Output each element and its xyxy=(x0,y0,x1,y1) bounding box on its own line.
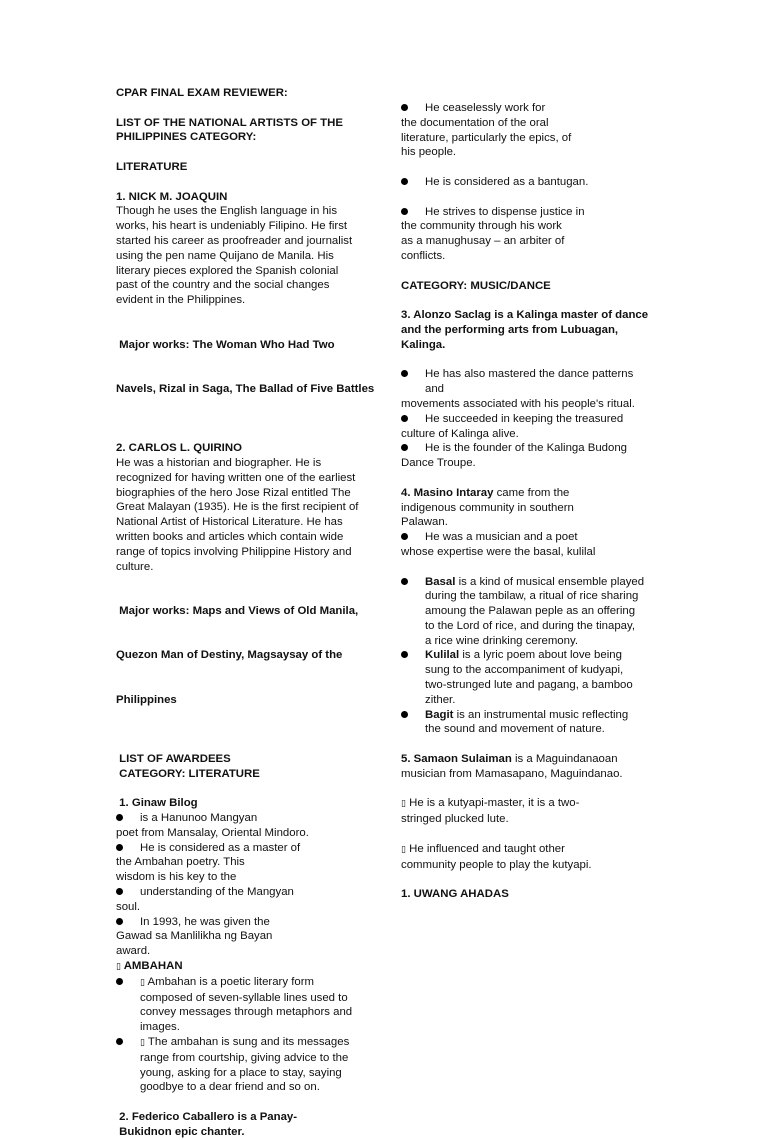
text-line: is a kind of musical ensemble played xyxy=(455,575,645,588)
bullet-icon xyxy=(401,104,408,111)
text-line: The ambahan is sung and its messages xyxy=(144,1036,350,1048)
quirino-text xyxy=(116,456,378,574)
bullet-icon xyxy=(116,978,123,985)
text-line: understanding of the Mangyan xyxy=(140,886,294,899)
bullet-icon xyxy=(116,844,123,851)
text-line: amoung the Palawan peple as an offering xyxy=(425,605,636,618)
left-column xyxy=(116,86,378,1140)
text-line: zither. xyxy=(425,693,456,706)
text-line: He strives to dispense justice in xyxy=(425,205,585,218)
caballero-bullet-2 xyxy=(401,175,656,190)
text-line: past of the country and the social changes xyxy=(116,279,330,292)
ambahan-bullet-1 xyxy=(116,975,378,1035)
samaon-heading xyxy=(401,752,656,767)
text-line: He is considered as a bantugan. xyxy=(425,175,589,188)
bullet-icon xyxy=(116,814,123,821)
bagit-term: Bagit xyxy=(425,708,454,721)
list-title-line-1: LIST OF THE NATIONAL ARTISTS OF THE xyxy=(116,116,343,129)
text-line: He is a kutyapi-master, it is a two- xyxy=(405,797,580,810)
bilog-heading: 1. Ginaw Bilog xyxy=(116,797,198,810)
text-line: convey messages through metaphors and xyxy=(140,1006,353,1019)
missing-glyph-icon: ▯ xyxy=(401,844,406,855)
text-line: started his career as proofreader and journalist xyxy=(116,234,353,247)
text-line: musician from Mamasapano, Maguindanao. xyxy=(401,767,623,780)
text-line: using the pen name Quijano de Manila. His xyxy=(116,249,334,262)
text-line: He ceaselessly work for xyxy=(425,102,546,114)
text-line: award. xyxy=(116,945,151,958)
text-line: stringed plucked lute. xyxy=(401,813,509,826)
bullet-icon xyxy=(116,918,123,925)
intaray-bullet-1 xyxy=(401,530,656,560)
text-line: He is the founder of the Kalinga Budong xyxy=(425,442,628,455)
text-line: literature, particularly the epics, of xyxy=(401,131,572,144)
text-line: goodbye to a dear friend and so on. xyxy=(140,1081,320,1094)
bilog-bullet-1 xyxy=(116,811,378,841)
text-line: Though he uses the English language in his xyxy=(116,205,338,218)
text-line: wisdom is his key to the xyxy=(116,871,237,884)
kulilal-term: Kulilal xyxy=(425,649,460,662)
saclag-bullet-2 xyxy=(401,412,656,442)
caballero-bullet-1 xyxy=(401,101,656,160)
text-line: the community through his work xyxy=(401,220,562,233)
text-line: range of topics involving Philippine History and xyxy=(116,545,352,558)
text-line: indigenous community in southern xyxy=(401,501,574,514)
text-line: Ambahan is a poetic literary form xyxy=(144,975,314,988)
samaon-point-2 xyxy=(401,842,656,858)
saclag-bullet-3 xyxy=(401,441,656,471)
bilog-bullet-3 xyxy=(116,885,378,915)
text-line: is a lyric poem about love being xyxy=(459,649,622,662)
bullet-icon xyxy=(401,370,408,377)
quirino-heading: 2. CARLOS L. QUIRINO xyxy=(116,442,242,455)
samaon-name: 5. Samaon Sulaiman xyxy=(401,753,512,766)
text-line: the Ambahan poetry. This xyxy=(116,856,245,869)
basal-term: Basal xyxy=(425,575,456,588)
bullet-icon xyxy=(401,444,408,451)
bilog-bullet-2 xyxy=(116,841,378,885)
text-line: two-strunged lute and pagang, a bamboo xyxy=(425,679,633,692)
bullet-icon xyxy=(401,578,408,585)
text-line: Gawad sa Manlilikha ng Bayan xyxy=(116,930,273,943)
bullet-icon xyxy=(401,208,408,215)
saclag-heading xyxy=(401,308,656,352)
text-line: range from courtship, giving advice to the xyxy=(140,1051,349,1064)
text-line: soul. xyxy=(116,900,141,913)
list-title-line-2: PHILIPPINES CATEGORY: xyxy=(116,131,257,144)
bullet-icon xyxy=(116,1038,123,1045)
text-line: composed of seven-syllable lines used to xyxy=(140,991,348,1004)
text-line: is an instrumental music reflecting xyxy=(453,708,629,721)
missing-glyph-icon: ▯ xyxy=(140,977,145,988)
text-line: culture of Kalinga alive. xyxy=(401,427,519,440)
text-line: In 1993, he was given the xyxy=(140,915,270,928)
text-line: National Artist of Historical Literature. He has xyxy=(116,516,343,529)
caballero-heading-2: Bukidnon epic chanter. xyxy=(116,1125,245,1138)
samaon-rest: is a Maguindanaoan xyxy=(511,753,618,766)
bullet-icon xyxy=(401,651,408,658)
intaray-rest: came from the xyxy=(493,486,570,499)
text-line: 3. Alonzo Saclag is a Kalinga master of dance xyxy=(401,309,649,322)
text-line: conflicts. xyxy=(401,249,446,262)
samaon-point-1 xyxy=(401,796,656,812)
awardees-category: CATEGORY: LITERATURE xyxy=(116,767,260,780)
text-line: literary pieces explored the Spanish colonial xyxy=(116,264,339,277)
text-line: during the tambilaw, a ritual of rice sharing xyxy=(425,590,639,603)
missing-glyph-icon: ▯ xyxy=(401,799,406,810)
text-line: works, his heart is undeniably Filipino. He first xyxy=(116,220,348,233)
category-music-dance: CATEGORY: MUSIC/DANCE xyxy=(401,279,551,292)
text-line: the sound and movement of nature. xyxy=(425,723,605,736)
text-line: recognized for having written one of the earliest xyxy=(116,471,356,484)
text-line: Dance Troupe. xyxy=(401,457,476,470)
ambahan-heading xyxy=(116,959,378,975)
ambahan-bullet-2 xyxy=(116,1035,378,1095)
text-line: to the Lord of rice, and during the tinapay, xyxy=(425,619,636,632)
text-line: as a manughusay – an arbiter of xyxy=(401,235,565,248)
ambahan-heading-text: AMBAHAN xyxy=(120,960,183,973)
bagit-bullet xyxy=(401,708,656,738)
bullet-icon xyxy=(401,178,408,185)
text-line: He succeeded in keeping the treasured xyxy=(425,412,624,425)
text-line: biographies of the hero Jose Rizal entitled The xyxy=(116,486,351,499)
missing-glyph-icon: ▯ xyxy=(140,1038,145,1048)
text-line: the documentation of the oral xyxy=(401,116,549,129)
text-line: movements associated with his people's ritual. xyxy=(401,397,635,410)
text-line: He has also mastered the dance patterns xyxy=(425,368,634,381)
text-line: He influenced and taught other xyxy=(405,842,565,855)
text-line: Major works: The Woman Who Had Two xyxy=(116,338,335,351)
joaquin-text xyxy=(116,204,378,308)
text-line: young, asking for a place to stay, saying xyxy=(140,1066,342,1079)
joaquin-heading: 1. NICK M. JOAQUIN xyxy=(116,190,228,203)
text-line: He is considered as a master of xyxy=(140,841,301,854)
caballero-bullet-3 xyxy=(401,205,656,264)
text-line: a rice wine drinking ceremony. xyxy=(425,634,578,647)
bullet-icon xyxy=(116,888,123,895)
text-line: community people to play the kutyapi. xyxy=(401,858,592,871)
text-line: evident in the Philippines. xyxy=(116,294,246,307)
text-line: Palawan. xyxy=(401,516,448,529)
text-line: and the performing arts from Lubuagan, xyxy=(401,323,619,336)
text-line: is a Hanunoo Mangyan xyxy=(140,812,258,825)
text-line: Philippines xyxy=(116,693,177,706)
text-line: and xyxy=(425,383,445,396)
text-line: poet from Mansalay, Oriental Mindoro. xyxy=(116,826,309,839)
kulilal-bullet xyxy=(401,648,656,707)
bullet-icon xyxy=(401,415,408,422)
text-line: He was a historian and biographer. He is xyxy=(116,456,322,469)
bilog-bullet-4 xyxy=(116,915,378,959)
text-line: culture. xyxy=(116,560,154,573)
doc-title: CPAR FINAL EXAM REVIEWER: xyxy=(116,87,288,99)
missing-glyph-icon: ▯ xyxy=(116,962,121,973)
text-line: He was a musician and a poet xyxy=(425,531,578,544)
text-line: written books and articles which contain wide xyxy=(116,530,344,543)
text-line: whose expertise were the basal, kulilal xyxy=(401,545,596,558)
category-literature: LITERATURE xyxy=(116,160,188,173)
bullet-icon xyxy=(401,711,408,718)
uwang-heading: 1. UWANG AHADAS xyxy=(401,888,509,901)
text-line: Major works: Maps and Views of Old Manila, xyxy=(116,604,359,617)
caballero-heading-1: 2. Federico Caballero is a Panay- xyxy=(116,1110,298,1123)
text-line: Kalinga. xyxy=(401,338,446,351)
right-column xyxy=(401,101,656,902)
joaquin-works xyxy=(116,308,378,426)
saclag-bullet-1 xyxy=(401,367,656,411)
awardees-title: LIST OF AWARDEES xyxy=(116,752,231,765)
text-line: Great Malayan (1935). He is the first recipient of xyxy=(116,501,359,514)
text-line: Navels, Rizal in Saga, The Ballad of Five Battles xyxy=(116,382,375,395)
text-line: Quezon Man of Destiny, Magsaysay of the xyxy=(116,649,343,662)
intaray-name: 4. Masino Intaray xyxy=(401,486,494,499)
intaray-heading xyxy=(401,486,656,501)
text-line: sung to the accompaniment of kudyapi, xyxy=(425,664,624,677)
text-line: images. xyxy=(140,1021,180,1034)
quirino-works xyxy=(116,574,378,737)
bullet-icon xyxy=(401,533,408,540)
text-line: his people. xyxy=(401,146,457,159)
basal-bullet xyxy=(401,575,656,649)
